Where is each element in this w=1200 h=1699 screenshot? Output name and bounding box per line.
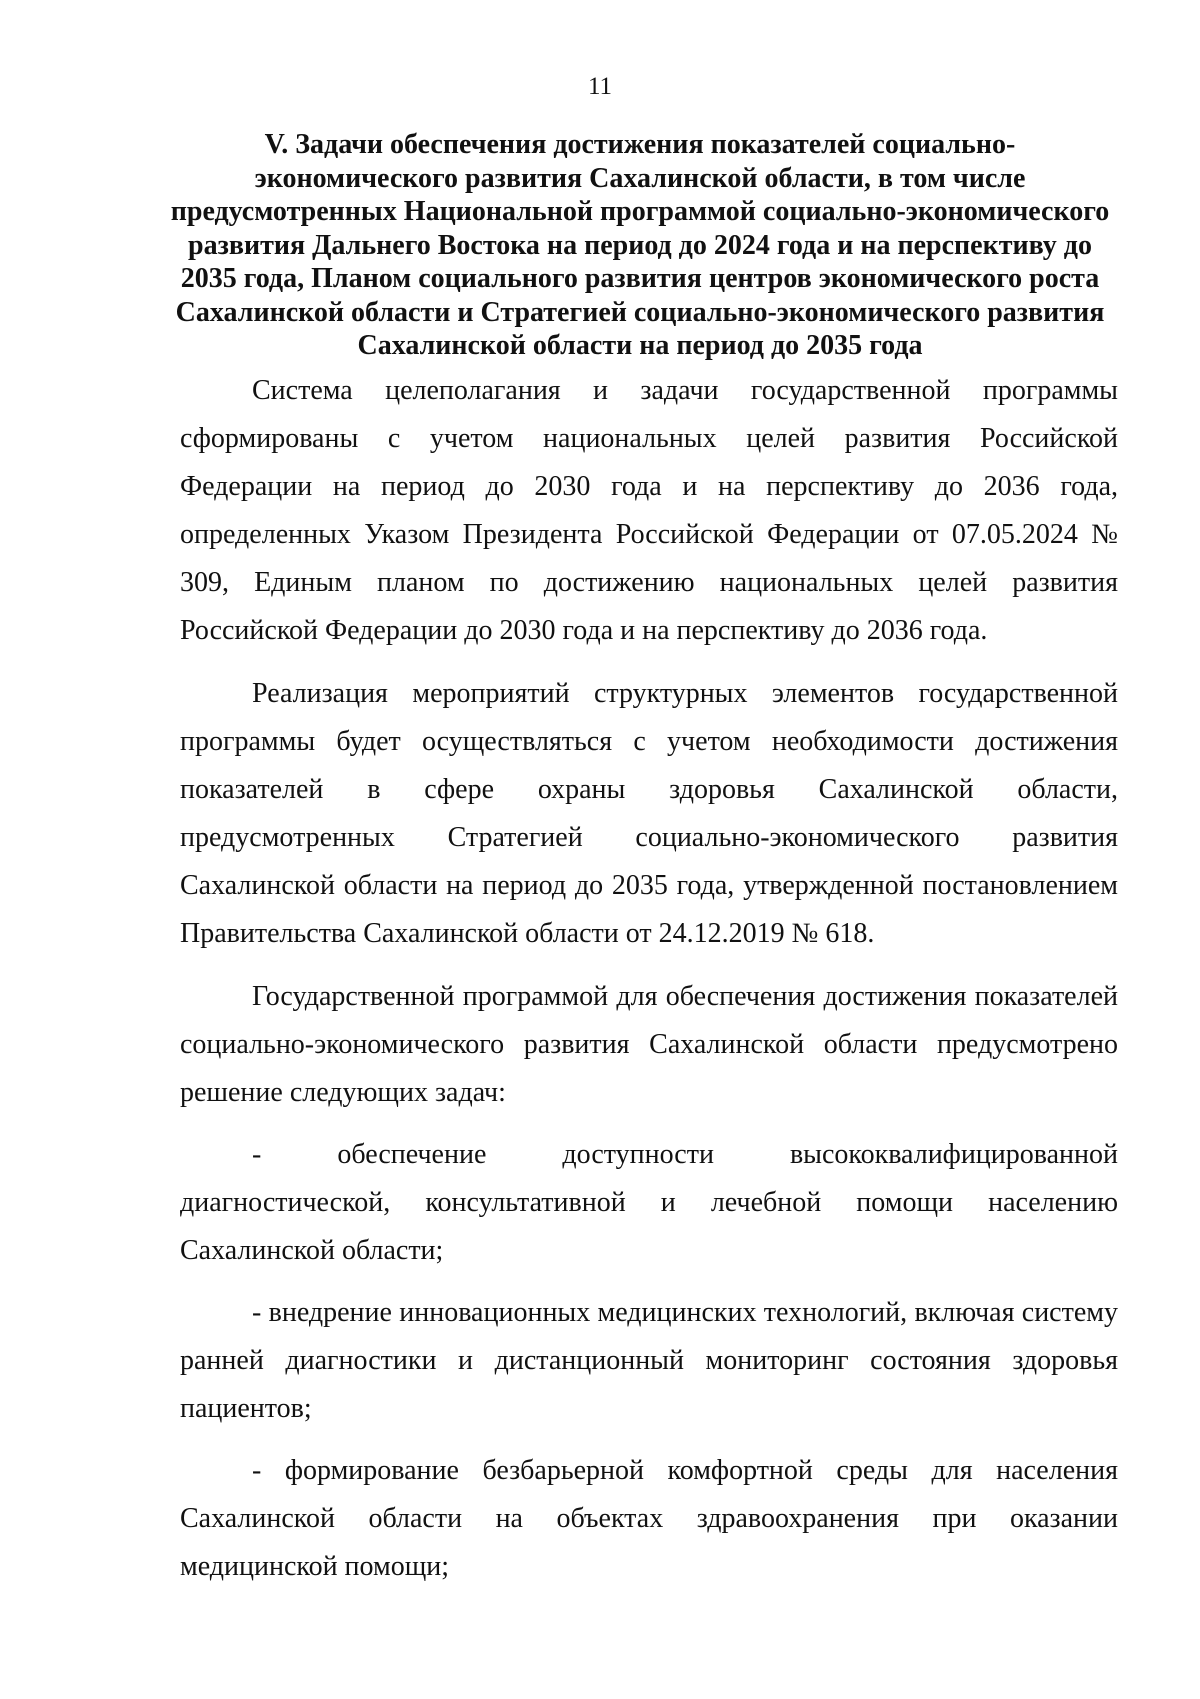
task-list: [180, 1131, 1118, 1591]
section-heading: V. Задачи обеспечения достижения показателей социально-экономического развития Сахалинской области, в том числе предусмотренных Национальной программой социально-экономического развития Дальнего Востока на период до 2024 года и на перспективу до 2035 года, Планом социального развития центров экономического роста Сахалинской области и Стратегией социально-экономического развития Сахалинской области на период до 2035 года: [170, 129, 1110, 361]
paragraph-tasks-intro: Государственной программой для обеспечения достижения показателей социально-экономического развития Сахалинской области предусмотрено решение следующих задач:: [180, 981, 1118, 1108]
task-item-innovation: - внедрение инновационных медицинских технологий, включая систему ранней диагностики и дистанционный мониторинг состояния здоровья пациентов;: [180, 1297, 1118, 1424]
paragraph-implementation: Реализация мероприятий структурных элементов государственной программы будет осуществляться с учетом необходимости достижения показателей в сфере охраны здоровья Сахалинской области, предусмотренных Стратегией социально-экономического развития Сахалинской области на период до 2035 года, утвержденной постановлением Правительства Сахалинской области от 24.12.2019 № 618.: [180, 678, 1118, 949]
paragraph-goal-setting: Система целеполагания и задачи государственной программы сформированы с учетом национальных целей развития Российской Федерации на период до 2030 года и на перспективу до 2036 года, определенных Указом Президента Российской Федерации от 07.05.2024 № 309, Единым планом по достижению национальных целей развития Российской Федерации до 2030 года и на перспективу до 2036 года.: [180, 375, 1118, 646]
section-body: [180, 367, 1118, 1605]
task-item-accessibility: - обеспечение доступности высококвалифицированной диагностической, консультативной и лечебной помощи населению Сахалинской области;: [180, 1139, 1118, 1266]
page-number: 11: [587, 73, 613, 100]
task-item-barrier-free: - формирование безбарьерной комфортной среды для населения Сахалинской области на объектах здравоохранения при оказании медицинской помощи;: [180, 1455, 1118, 1582]
